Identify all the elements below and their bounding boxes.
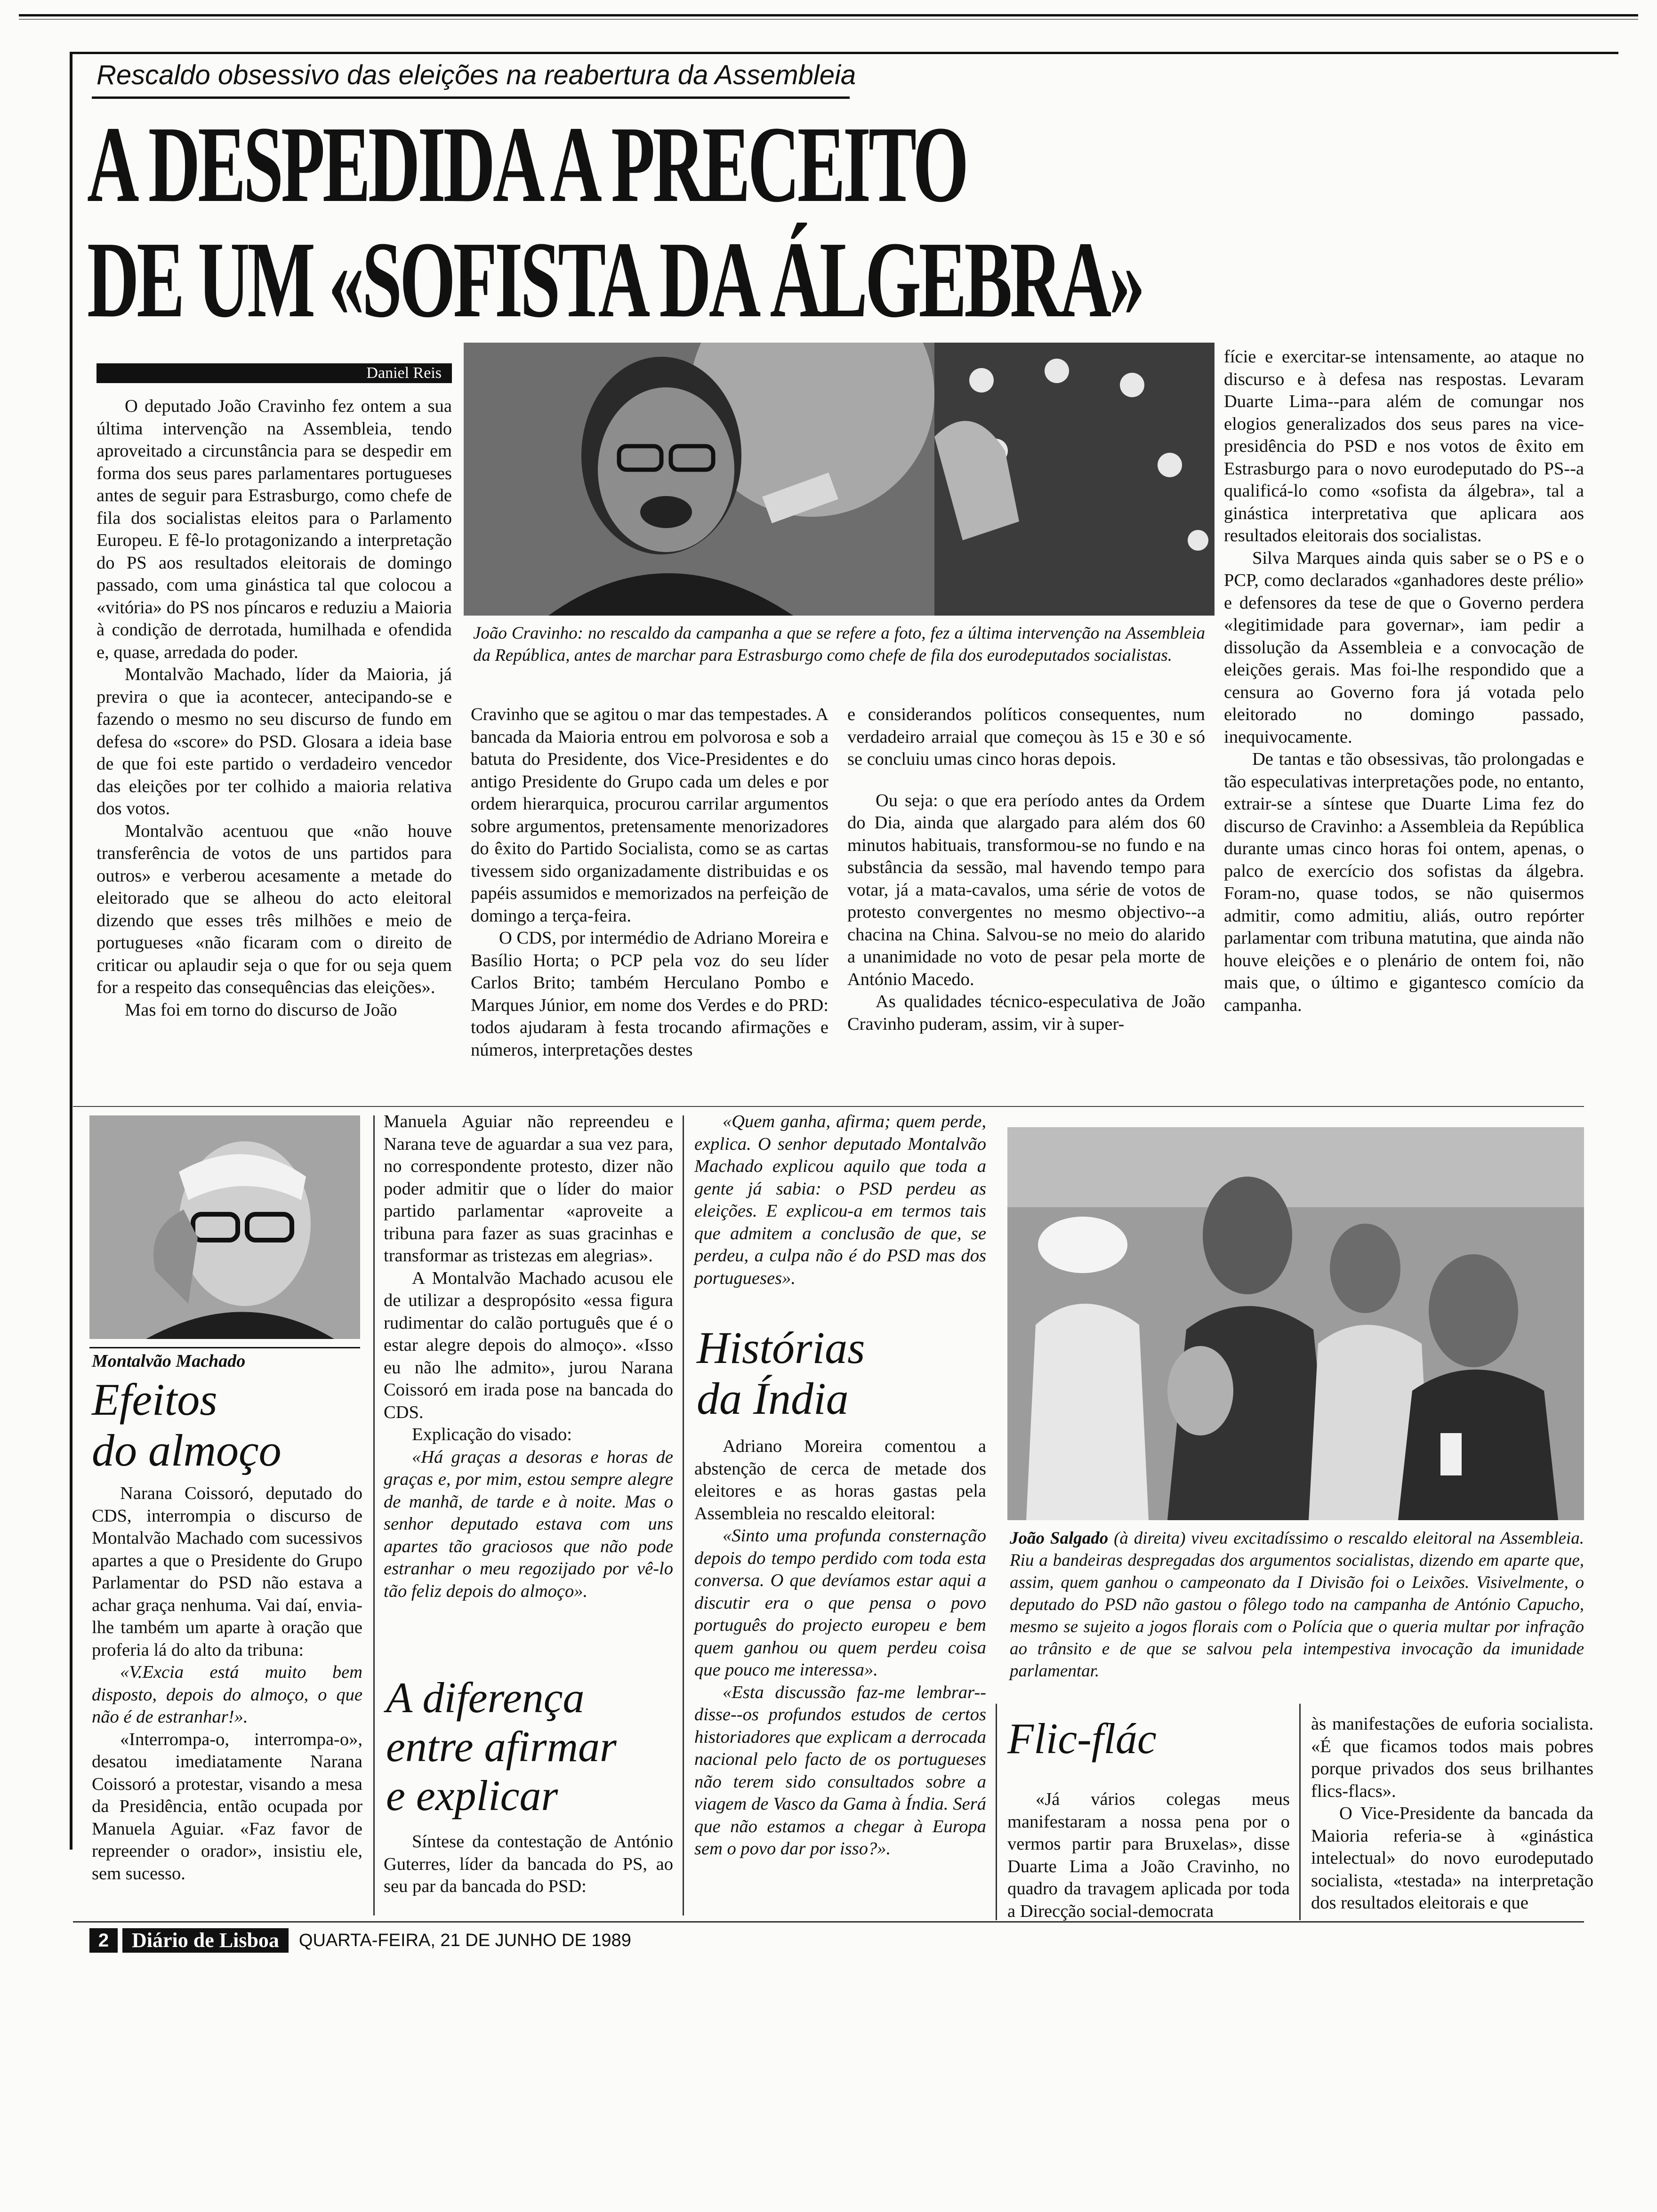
mid2-paragraph-1: «Quem ganha, afirma; quem perde, explica. O senhor deputado Montalvão Machado explicou aquilo que toda a gente já sabia: o PSD perdeu as eleições. E explicou-a em termos tais que admitem a conclusão de que, se perdeu, a culpa não é do PSD mas dos portugueses». xyxy=(694,1112,986,1288)
col2-paragraph-1: Cravinho que se agitou o mar das tempestades. A bancada da Maioria entrou em polvorosa e sob a batuta do Presidente, dos Vice-Presidentes e do antigo Presidente do Grupo cada um deles e por ordem hierarquica, procurou carrilar argumentos sobre argumentos, pretensamente menorizadores do êxito do Partido Socialista, como se as cartas tivessem sido organizadamente distribuidas e os papéis assumidos e memorizados na perfeição de domingo a terça-feira. xyxy=(471,705,828,926)
col1-paragraph-4: Mas foi em torno do discurso de João xyxy=(125,1000,397,1020)
diferenca-column xyxy=(384,1831,673,1898)
photo-joao-salgado xyxy=(1007,1127,1584,1520)
historias-title-line-2: da Índia xyxy=(697,1373,849,1424)
masthead: Diário de Lisboa xyxy=(122,1928,289,1953)
bottom-col-divider-4 xyxy=(1299,1704,1301,1920)
photo-joao-cravinho-illustration xyxy=(464,343,1215,616)
diferenca-title-line-1: A diferença xyxy=(386,1674,585,1722)
headline-line-2: DE UM «SOFISTA DA ÁLGEBRA» xyxy=(87,219,1143,340)
col1-paragraph-1: O deputado João Cravinho fez ontem a sua última intervenção na Assembleia, tendo aproveitado a circunstância para se despedir em forma dos seus pares parlamentares portugueses antes de seguir para Estrasburgo, como chefe de fila dos socialistas eleitos para o Parlamento Europeu. E fê-lo protagonizando a interpretação do PS aos resultados eleitorais de domingo passado, com uma ginástica tal que colocou a «vitória» do PS nos píncaros e reduziu a Maioria à condição de derrotada, humilhada e ofendida e, quase, arredada do poder. xyxy=(97,396,452,662)
diferenca-title-line-2: entre afirmar xyxy=(386,1723,617,1771)
col3-paragraph-2: Ou seja: o que era período antes da Ordem do Dia, ainda que alargado para além dos 60 minutos habituais, transformou-se no fundo e na substância da sessão, mal havendo tempo para votar, já a mata-cavalos, uma série de votos de protesto convergentes no mesmo objectivo--a chacina na China. Salvou-se no meio do alarido a unanimidade no voto de pesar pela morte de António Macedo. xyxy=(847,790,1205,989)
historias-column xyxy=(694,1435,986,1860)
diferenca-title-line-3: e explicar xyxy=(386,1771,558,1819)
column-1 xyxy=(97,395,452,1021)
efeitos-title xyxy=(92,1374,282,1476)
bottom-col-divider-2 xyxy=(683,1115,684,1915)
bottom-col-divider-1 xyxy=(373,1115,375,1915)
byline-bar xyxy=(97,363,452,383)
photo3-caption-name: João Salgado xyxy=(1010,1529,1109,1548)
efeitos-title-line-2: do almoço xyxy=(92,1425,282,1475)
frame-top-rule xyxy=(70,52,1618,54)
efeitos-paragraph-2: «V.Excia está muito bem disposto, depois do almoço, o que não é de estranhar!». xyxy=(92,1662,362,1727)
mid1-paragraph-2: A Montalvão Machado acusou ele de utilizar a despropósito «essa figura rudimentar do calão português que é o estar alegre depois do almoço». «Isso eu não lhe admito», jurou Narana Coissoró em irada pose na bancada do CDS. xyxy=(384,1268,673,1422)
section-divider xyxy=(73,1106,1584,1107)
column-2 xyxy=(471,704,828,1061)
kicker: Rescaldo obsessivo das eleições na reabertura da Assembleia xyxy=(97,60,856,90)
flic-title: Flic-flác xyxy=(1007,1715,1157,1763)
kicker-rule xyxy=(92,96,850,99)
bottom-col-divider-3 xyxy=(996,1704,997,1920)
flic2-paragraph-2: O Vice-Presidente da bancada da Maioria referia-se à «ginástica intelectual» do novo eurodeputado socialista, «testada» na interpretação dos resultados eleitorais e que xyxy=(1311,1803,1593,1913)
col4-paragraph-2: Silva Marques ainda quis saber se o PS e o PCP, como declarados «ganhadores deste prélio» e defensores da tese de que o Governo perdera «legitimidade para governar», iam pedir a dissolução da Assembleia e a convocação de eleições gerais. Mas foi-lhe respondido que a censura ao Governo fora já votada pelo eleitorado no domingo passado, inequivocamente. xyxy=(1224,548,1584,747)
col4-paragraph-1: fície e exercitar-se intensamente, ao ataque no discurso e à defesa nas respostas. Levaram Duarte Lima--para além de comungar nos elogios generalizados dos seus pares na vice-presidência do PSD e nos votos de êxito em Estrasburgo para o novo eurodeputado do PS--a qualificá-lo como «sofista da álgebra», tal a ginástica interpretativa que aplicara aos resultados eleitorais dos socialistas. xyxy=(1224,347,1584,545)
historias-title-line-1: Histórias xyxy=(697,1322,865,1373)
photo2-caption: Montalvão Machado xyxy=(92,1351,246,1371)
mid-column-2 xyxy=(694,1111,986,1290)
flic-column-1 xyxy=(1007,1788,1290,1923)
col2-paragraph-2: O CDS, por intermédio de Adriano Moreira e Basílio Horta; o PCP pela voz do seu líder Carlos Brito; também Herculano Pombo e Marques Júnior, em nome dos Verdes e do PRD: todos ajudaram à festa trocando afirmações e números, interpretações destes xyxy=(471,928,828,1060)
top-rule xyxy=(19,14,1638,16)
column-3 xyxy=(847,704,1205,1035)
efeitos-title-line-1: Efeitos xyxy=(92,1374,217,1425)
photo1-caption: João Cravinho: no rescaldo da campanha a que se refere a foto, fez a última intervenção na Assembleia da República, antes de marchar para Estrasburgo como chefe de fila dos eurodeputados socialistas. xyxy=(473,624,1205,665)
left-frame-rule xyxy=(70,52,72,1850)
diferenca-paragraph-1: Síntese da contestação de António Guterres, líder da bancada do PS, ao seu par da bancada do PSD: xyxy=(384,1832,673,1896)
mid-column-1 xyxy=(384,1111,673,1603)
column-4 xyxy=(1224,346,1584,1017)
mid1-paragraph-4: «Há graças a desoras e horas de graças e, por mim, estou sempre alegre de manhã, de tarde e à noite. Mas o senhor deputado estava com uns apartes tão graciosos que não pode estranhar o meu regozijado por vê-lo tão feliz depois do almoço». xyxy=(384,1447,673,1601)
footer-top-rule xyxy=(73,1921,1584,1923)
col3-paragraph-1: e considerandos políticos consequentes, num verdadeiro arraial que começou às 15 e 30 e só se concluiu umas cinco horas depois. xyxy=(847,705,1205,769)
photo-joao-salgado-illustration xyxy=(1007,1127,1584,1520)
headline-line-1: A DESPEDIDA A PRECEITO xyxy=(87,104,966,225)
historias-paragraph-2: «Sinto uma profunda consternação depois do tempo perdido com toda esta conversa. O que devíamos estar aqui a discutir era o que pensa o povo português do projecto europeu e bem quem ganhou ou quem perdeu coisa que pouco me interessa». xyxy=(694,1526,986,1680)
efeitos-paragraph-3: «Interrompa-o, interrompa-o», desatou imediatamente Narana Coissoró a protestar, visando a mesa da Presidência, então ocupada por Manuela Aguiar. «Faz favor de repreender o orador», insistiu ele, sem sucesso. xyxy=(92,1729,362,1883)
photo3-caption xyxy=(1010,1527,1584,1682)
col1-paragraph-3: Montalvão acentuou que «não houve transferência de votos de uns partidos para outros» e verberou acesamente a metade do eleitorado que se alheou do acto eleitoral dizendo que esses três milhões e meio de portugueses «não ficaram com o direito de criticar ou aplaudir seja o que for ou seja quem for a respeito das consequências das eleições». xyxy=(97,821,452,997)
mid1-paragraph-1: Manuela Aguiar não repreendeu e Narana teve de aguardar a sua vez para, no correspondente protesto, dizer não poder admitir que o líder do maior partido parlamentar «aproveite a tribuna para fazer as suas gracinhas e transformar as tristezas em alegrias». xyxy=(384,1112,673,1266)
photo-montalvao-illustration xyxy=(89,1115,360,1339)
flic2-paragraph-1: às manifestações de euforia socialista. «É que ficamos todos mais pobres porque privados dos seus brilhantes flics-flacs». xyxy=(1311,1714,1593,1801)
col4-paragraph-3: De tantas e tão obsessivas, tão prolongadas e tão especulativas interpretações pode, no entanto, extrair-se a síntese que Duarte Lima fez do discurso de Cravinho: a Assembleia da República durante umas cinco horas foi ontem, apenas, o palco de exercício dos sofistas da álgebra. Foram-no, quase todos, se não quisermos admitir, como admitiu, aliás, outro repórter parlamentar com tribuna matutina, que ainda não houve eleições e o plenário de ontem foi, não mais que, o último e gigantesco comício da campanha. xyxy=(1224,749,1584,1015)
photo2-caption-rule xyxy=(89,1347,360,1348)
col1-paragraph-2: Montalvão Machado, líder da Maioria, já previra o que ia acontecer, antecipando-se e fazendo o mesmo no seu discurso de fundo em defesa do «score» do PSD. Glosara a ideia base de que foi este partido o verdadeiro vencedor das eleições por ter colhido a maioria relativa dos votos. xyxy=(97,665,452,818)
historias-title xyxy=(697,1322,865,1424)
col3-paragraph-3: As qualidades técnico-especulativa de João Cravinho puderam, assim, vir à super- xyxy=(847,992,1205,1034)
photo-montalvao-machado xyxy=(89,1115,360,1339)
flic-paragraph-1: «Já vários colegas meus manifestaram a nossa pena por o vermos partir para Bruxelas», disse Duarte Lima a João Cravinho, no quadro da travagem aplicada por toda a Direcção social-democrata xyxy=(1007,1789,1290,1921)
footer-date: QUARTA-FEIRA, 21 DE JUNHO DE 1989 xyxy=(298,1930,631,1950)
photo-joao-cravinho xyxy=(464,343,1215,616)
diferenca-title xyxy=(386,1673,617,1820)
flic-column-2 xyxy=(1311,1713,1593,1915)
efeitos-paragraph-1: Narana Coissoró, deputado do CDS, interrompia o discurso de Montalvão Machado com sucessivos apartes a que o Presidente do Grupo Parlamentar do PSD não estava a achar graça nenhuma. Vai daí, envia-lhe também um aparte à oração que proferia lá do alto da tribuna: xyxy=(92,1483,362,1660)
page-number: 2 xyxy=(89,1928,118,1953)
efeitos-column xyxy=(92,1483,362,1885)
historias-paragraph-1: Adriano Moreira comentou a abstenção de cerca de metade dos eleitores e as horas gastas pela Assembleia no rescaldo eleitoral: xyxy=(694,1436,986,1523)
footer xyxy=(89,1927,631,1954)
mid1-paragraph-3: Explicação do visado: xyxy=(412,1425,572,1444)
historias-paragraph-3: «Esta discussão faz-me lembrar--disse--os profundos estudos de certos historiadores que explicam a derrocada nacional pelo facto de os portugueses não terem sido consultados sobre a viagem de Vasco da Gama à Índia. Será que não estamos a chegar à Europa sem o povo dar por isso?». xyxy=(694,1682,986,1859)
photo3-caption-text: (à direita) viveu excitadíssimo o rescaldo eleitoral na Assembleia. Riu a bandeiras despregadas dos argumentos socialistas, dizendo em aparte que, assim, quem ganhou o campeonato da I Divisão foi o Leixões. Visivelmente, o deputado do PSD não gastou o fôlego todo na campanha de António Capucho, mesmo se sujeito a jogos florais com o Polícia que o queria multar por infração ao trânsito e de que se salvou pela intempestiva invocação da imunidade parlamentar. xyxy=(1010,1529,1584,1681)
byline: Daniel Reis xyxy=(366,364,442,382)
top-rule-thin xyxy=(19,19,1638,20)
